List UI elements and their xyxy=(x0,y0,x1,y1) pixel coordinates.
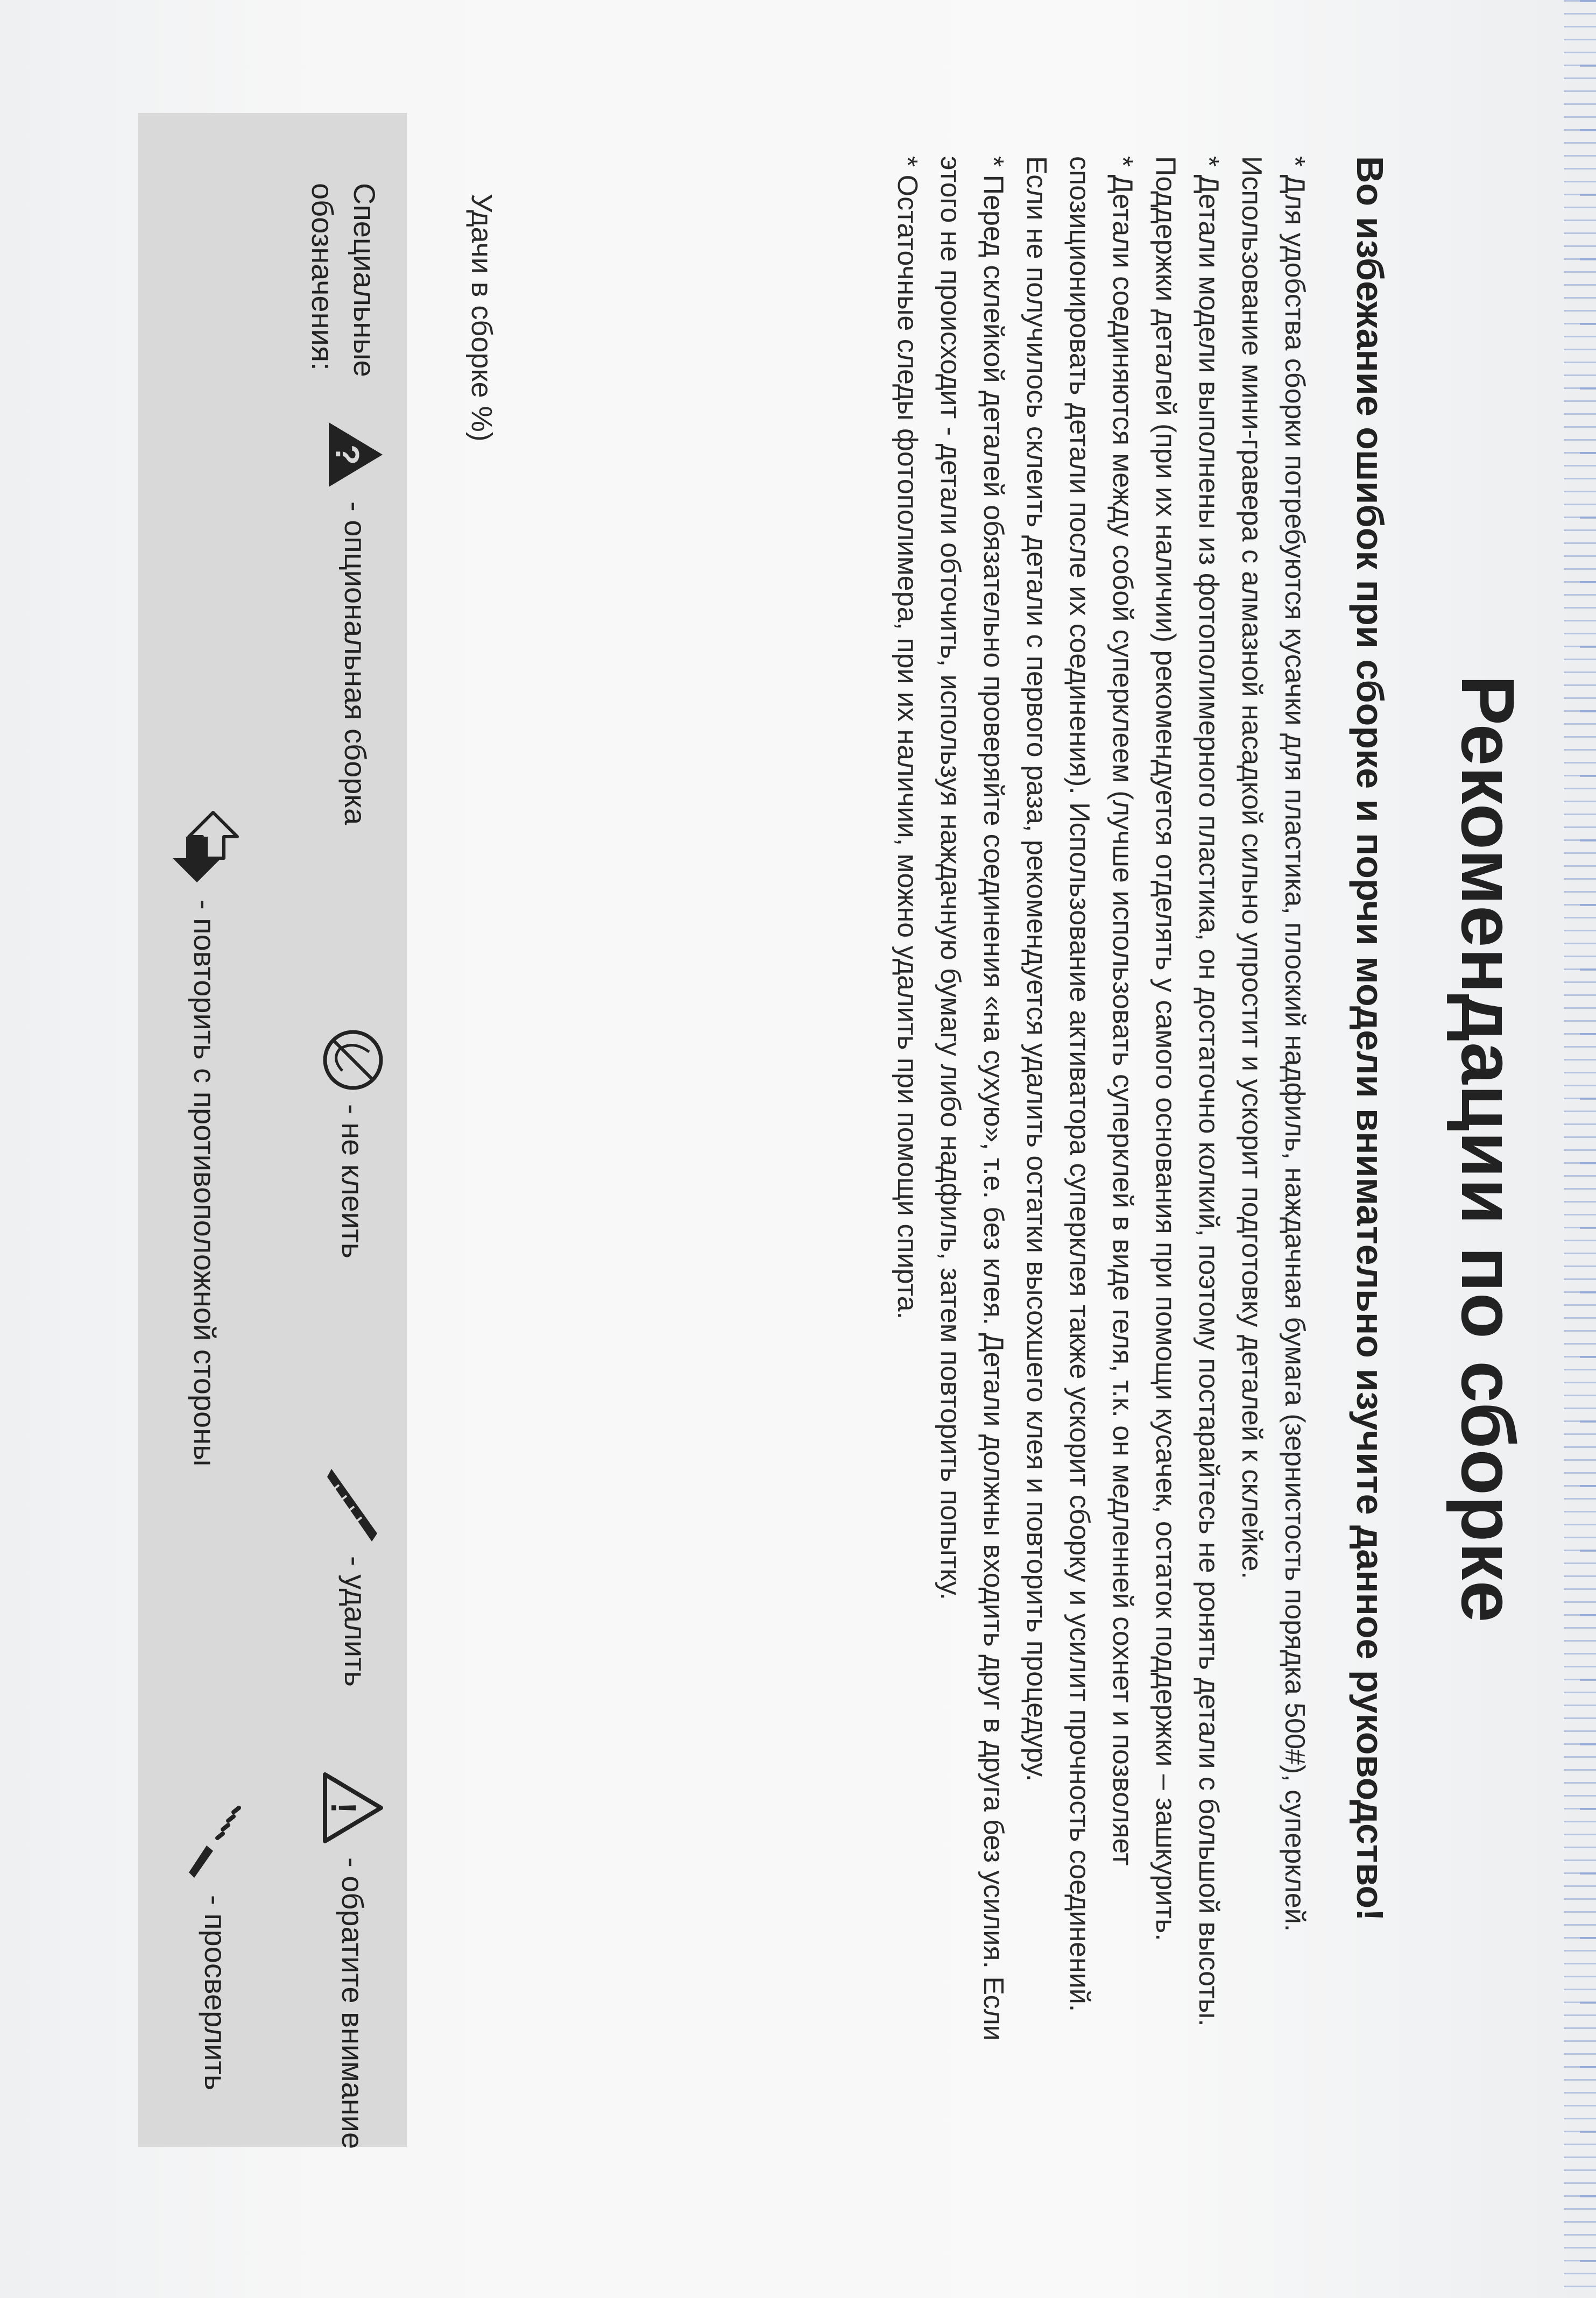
legend-item-no-glue: - не клеить xyxy=(321,1028,385,1258)
note-glue: * Детали соединяются между собой суперклеем (лучше использовать суперклей в виде геля, т.к. он медленней сохнет и позволяет спозиционировать детали после их соединения). Использование активатора суперклея также ускорит сборку и усилит прочность соединений. Если не получилось склеить детали с первого раза, рекомендуется удалить остатки высохшего клея и повторить процедуру. xyxy=(1021,156,1138,2012)
note-material: * Детали модели выполнены из фотополимерного пластика, он достаточно колкий, поэтому постарайтесь не ронять детали с большой высоты. Поддержки деталей (при их наличии) рекомендуется отделять у самого основания при помощи кусачек, остаток поддержки – зашкурить. xyxy=(1150,156,1224,2027)
note-dry-fit: * Перед склейкой деталей обязательно проверяйте соединения «на сухую», т.е. без клея. Детали должны входить друг в друга без усилия. Если этого не происходит - детали обточить, используя наждачную бумагу либо надфиль, затем повторить попытку. xyxy=(935,156,1009,2041)
legend-box xyxy=(138,113,407,2147)
legend-item-drill: - просверлить xyxy=(186,1797,245,2090)
cut-remove-icon xyxy=(326,1463,385,1544)
warning-triangle-icon xyxy=(321,1770,385,1846)
legend-item-remove: - удалить xyxy=(326,1463,385,1687)
good-luck-text: Удачи в сборке %) xyxy=(465,194,498,442)
warning-subtitle: Во избежание ошибок при сборке и порчи модели внимательно изучите данное руководство! xyxy=(1349,156,1391,1921)
legend-title: Специальные обозначения: xyxy=(306,183,382,377)
page-title: Рекомендации по сборке xyxy=(1446,675,1530,1623)
legend-item-mirror: - повторить с противоположной стороны xyxy=(165,807,245,1466)
no-glue-icon xyxy=(321,1028,385,1092)
drill-icon xyxy=(186,1797,245,1883)
flip-arrows-icon xyxy=(165,807,245,888)
legend-item-optional: ? - опциональная сборка xyxy=(326,420,385,825)
svg-text:?: ? xyxy=(328,444,365,465)
note-tools: * Для удобства сборки потребуются кусачки для пластика, плоский надфиль, наждачная бумага (зернистость порядка 500#), суперклей. Использование мини-гравера с алмазной насадкой сильно упростит и ускорит подготовку деталей к склейке. xyxy=(1236,156,1310,1932)
svg-text:!: ! xyxy=(324,1802,364,1814)
question-triangle-icon xyxy=(326,420,385,490)
legend-item-attention: ! - обратите внимание xyxy=(321,1770,385,2149)
notes-list xyxy=(886,156,1316,2082)
note-residue: * Остаточные следы фотополимера, при их наличии, можно удалить при помощи спирта. xyxy=(892,156,923,1320)
